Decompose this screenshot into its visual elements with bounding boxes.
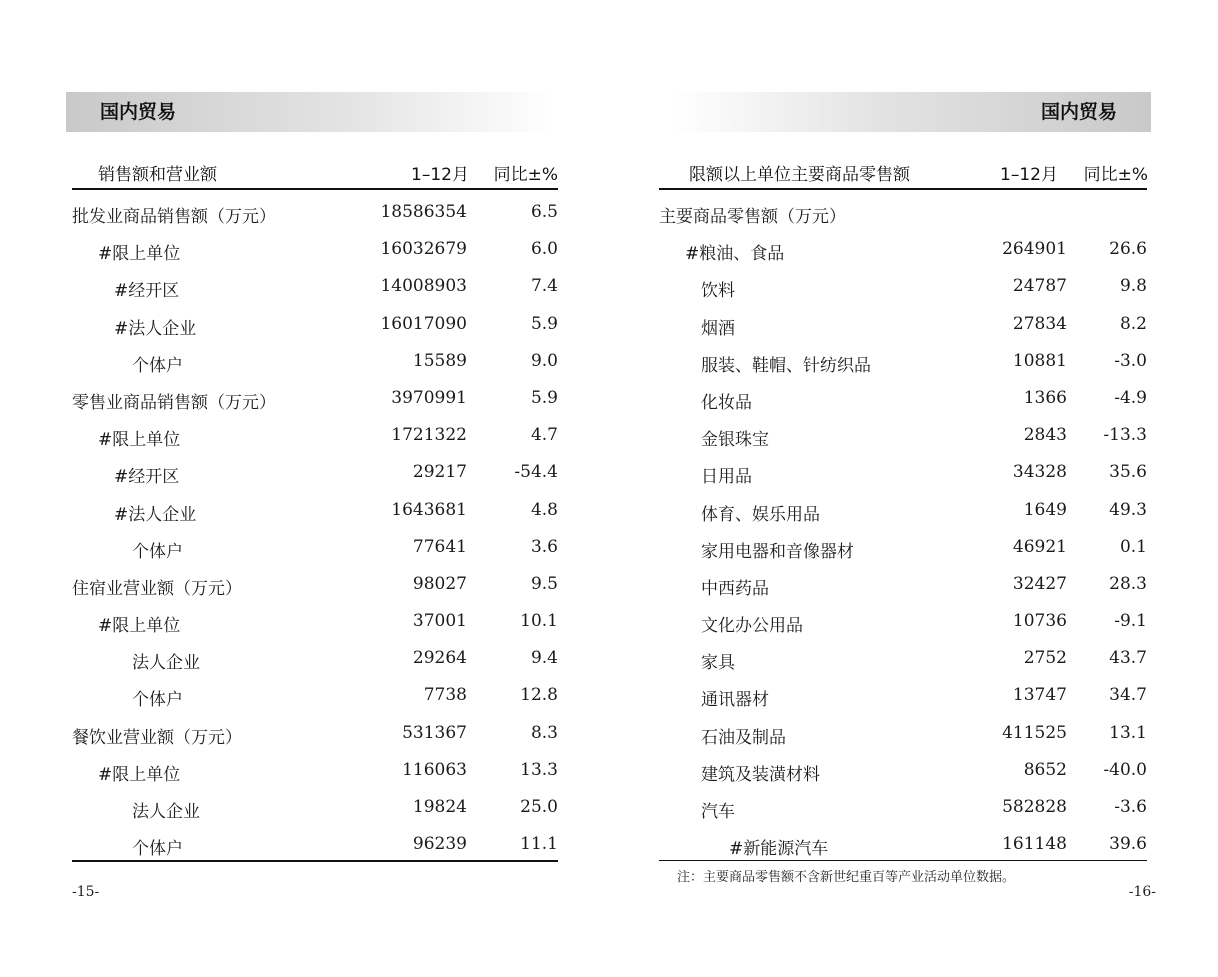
row-label: #法人企业 — [114, 504, 197, 525]
row-label: #经开区 — [114, 281, 180, 302]
row-label: 日用品 — [701, 467, 752, 488]
row-value-period: 10736 — [1012, 611, 1067, 632]
table-row — [659, 677, 1147, 714]
row-label: 个体户 — [132, 690, 183, 711]
row-value-period: 161148 — [1002, 834, 1067, 855]
table-row — [659, 603, 1147, 640]
row-value-yoy: 43.7 — [1109, 648, 1147, 669]
row-value-yoy: 9.4 — [530, 648, 558, 669]
row-value-period: 27834 — [1012, 313, 1067, 334]
header-label: 限额以上单位主要商品零售额 — [689, 165, 910, 185]
row-value-yoy: 9.0 — [530, 350, 558, 371]
row-label: #粮油、食品 — [685, 244, 785, 265]
table-row — [72, 603, 558, 640]
row-value-period: 411525 — [1002, 722, 1067, 743]
row-label: 烟酒 — [701, 318, 735, 339]
row-value-yoy: 8.2 — [1119, 313, 1147, 334]
row-label: 餐饮业营业额（万元） — [72, 727, 242, 748]
row-value-yoy: 13.3 — [520, 759, 558, 780]
table-row — [659, 417, 1147, 454]
row-label: 饮料 — [701, 281, 735, 302]
row-label: 个体户 — [132, 355, 183, 376]
row-label: 家用电器和音像器材 — [701, 541, 854, 562]
header-label: 销售额和营业额 — [98, 165, 217, 185]
row-value-yoy: -40.0 — [1103, 759, 1147, 780]
row-label: #经开区 — [114, 467, 180, 488]
row-value-yoy: -3.6 — [1114, 797, 1147, 817]
section-banner: 国内贸易 — [66, 92, 556, 132]
row-label: #限上单位 — [98, 616, 181, 637]
row-value-yoy: 3.6 — [530, 536, 558, 557]
row-value-yoy: 5.9 — [530, 313, 558, 334]
row-value-yoy: 35.6 — [1109, 462, 1147, 483]
row-value-period: 7738 — [423, 685, 467, 706]
table-bottom-rule — [659, 860, 1147, 861]
row-value-yoy: 8.3 — [530, 722, 558, 743]
row-label: 石油及制品 — [701, 727, 786, 748]
table-row — [659, 566, 1147, 603]
row-value-period: 16032679 — [380, 239, 467, 260]
row-label: 金银珠宝 — [701, 430, 769, 451]
row-value-period: 29264 — [412, 648, 467, 669]
row-value-period: 582828 — [1002, 797, 1067, 817]
header-yoy: 同比±% — [493, 165, 558, 185]
table-row — [659, 306, 1147, 343]
row-value-yoy: 28.3 — [1109, 573, 1147, 594]
row-value-period: 15589 — [412, 350, 467, 371]
footnote: 注：主要商品零售额不含新世纪重百等产业活动单位数据。 — [677, 870, 1016, 885]
row-label: 体育、娱乐用品 — [701, 504, 820, 525]
row-value-yoy: -54.4 — [514, 462, 558, 483]
table-row — [72, 268, 558, 305]
row-value-period: 16017090 — [380, 313, 467, 334]
row-value-yoy: 25.0 — [520, 797, 558, 817]
table-row — [659, 826, 1147, 863]
row-label: 个体户 — [132, 839, 183, 860]
table-bottom-rule — [72, 860, 558, 862]
row-value-yoy: 49.3 — [1109, 499, 1147, 520]
row-label: 中西药品 — [701, 578, 769, 599]
row-value-period: 34328 — [1012, 462, 1067, 483]
row-label: #限上单位 — [98, 244, 181, 265]
row-label: 零售业商品销售额（万元） — [72, 392, 276, 413]
row-label: 文化办公用品 — [701, 616, 803, 637]
row-value-period: 96239 — [412, 834, 467, 855]
row-value-period: 2752 — [1023, 648, 1067, 669]
table-row — [72, 380, 558, 417]
right-page — [609, 0, 1218, 977]
row-value-period: 10881 — [1012, 350, 1067, 371]
row-label: 法人企业 — [132, 802, 200, 822]
row-label: 住宿业营业额（万元） — [72, 578, 242, 599]
table-row — [72, 529, 558, 566]
row-value-period: 8652 — [1023, 759, 1067, 780]
table-row — [659, 268, 1147, 305]
row-value-yoy: 6.5 — [530, 202, 558, 222]
row-label: 法人企业 — [132, 653, 200, 674]
table-row — [659, 492, 1147, 529]
row-value-period: 24787 — [1012, 276, 1067, 297]
page-number: -15- — [72, 884, 100, 900]
row-label: #法人企业 — [114, 318, 197, 339]
table-header — [659, 152, 1147, 190]
row-value-period: 77641 — [412, 536, 467, 557]
row-value-yoy: 6.0 — [530, 239, 558, 260]
row-value-period: 32427 — [1012, 573, 1067, 594]
row-value-period: 98027 — [412, 573, 467, 594]
table-row — [659, 640, 1147, 677]
row-label: 化妆品 — [701, 392, 752, 413]
header-period: 1–12月 — [1000, 165, 1058, 185]
table-row — [659, 380, 1147, 417]
table-row — [659, 715, 1147, 752]
table-row — [72, 454, 558, 491]
table-row — [659, 343, 1147, 380]
retail-table-body — [659, 194, 1147, 863]
header-yoy: 同比±% — [1083, 165, 1148, 185]
row-value-yoy: 9.8 — [1119, 276, 1147, 297]
row-label: 通讯器材 — [701, 690, 769, 711]
row-value-yoy: -4.9 — [1114, 387, 1147, 408]
row-value-yoy: 4.8 — [530, 499, 558, 520]
row-value-yoy: 5.9 — [530, 387, 558, 408]
page-number: -16- — [1128, 884, 1156, 900]
table-row — [72, 640, 558, 677]
row-value-yoy: 11.1 — [520, 834, 558, 855]
row-value-period: 2843 — [1023, 425, 1067, 446]
row-value-period: 46921 — [1012, 536, 1067, 557]
row-label: #新能源汽车 — [729, 839, 829, 860]
row-label: 建筑及装潢材料 — [701, 764, 820, 785]
row-value-period: 116063 — [402, 759, 467, 780]
row-label: 批发业商品销售额（万元） — [72, 207, 276, 227]
row-value-yoy: 9.5 — [530, 573, 558, 594]
row-value-yoy: 26.6 — [1109, 239, 1147, 260]
row-value-period: 264901 — [1002, 239, 1067, 260]
table-row — [72, 231, 558, 268]
table-row — [72, 826, 558, 863]
row-value-period: 29217 — [412, 462, 467, 483]
row-value-yoy: -3.0 — [1114, 350, 1147, 371]
row-value-period: 14008903 — [380, 276, 467, 297]
row-label: 家具 — [701, 653, 735, 674]
row-label: 汽车 — [701, 802, 735, 822]
table-row — [72, 715, 558, 752]
row-value-yoy: -9.1 — [1114, 611, 1147, 632]
table-row — [72, 752, 558, 789]
table-row — [72, 194, 558, 231]
row-value-yoy: 13.1 — [1109, 722, 1147, 743]
table-row — [659, 752, 1147, 789]
row-value-period: 531367 — [402, 722, 467, 743]
table-row — [72, 343, 558, 380]
table-header — [72, 152, 558, 190]
row-value-period: 1721322 — [391, 425, 467, 446]
table-row — [72, 492, 558, 529]
table-row — [659, 194, 1147, 231]
row-value-period: 3970991 — [391, 387, 467, 408]
table-row — [659, 529, 1147, 566]
row-value-yoy: 12.8 — [520, 685, 558, 706]
table-row — [659, 789, 1147, 826]
table-row — [659, 231, 1147, 268]
table-row — [72, 677, 558, 714]
row-label: 个体户 — [132, 541, 183, 562]
row-value-yoy: 4.7 — [530, 425, 558, 446]
table-row — [659, 454, 1147, 491]
row-value-period: 19824 — [412, 797, 467, 817]
row-value-period: 18586354 — [380, 202, 467, 222]
row-value-period: 1649 — [1023, 499, 1067, 520]
row-value-yoy: 10.1 — [520, 611, 558, 632]
row-value-period: 37001 — [412, 611, 467, 632]
table-row — [72, 417, 558, 454]
row-value-period: 1643681 — [391, 499, 467, 520]
row-value-yoy: 39.6 — [1109, 834, 1147, 855]
table-row — [72, 306, 558, 343]
row-label: #限上单位 — [98, 430, 181, 451]
table-row — [72, 566, 558, 603]
row-label: 主要商品零售额（万元） — [659, 207, 846, 227]
row-value-yoy: 0.1 — [1119, 536, 1147, 557]
row-label: #限上单位 — [98, 764, 181, 785]
row-value-period: 1366 — [1023, 387, 1067, 408]
row-value-yoy: -13.3 — [1103, 425, 1147, 446]
table-row — [72, 789, 558, 826]
sales-table-body — [72, 194, 558, 863]
section-banner: 国内贸易 — [671, 92, 1151, 132]
row-value-yoy: 7.4 — [530, 276, 558, 297]
row-value-yoy: 34.7 — [1109, 685, 1147, 706]
row-label: 服装、鞋帽、针纺织品 — [701, 355, 871, 376]
header-period: 1–12月 — [411, 165, 469, 185]
row-value-period: 13747 — [1012, 685, 1067, 706]
